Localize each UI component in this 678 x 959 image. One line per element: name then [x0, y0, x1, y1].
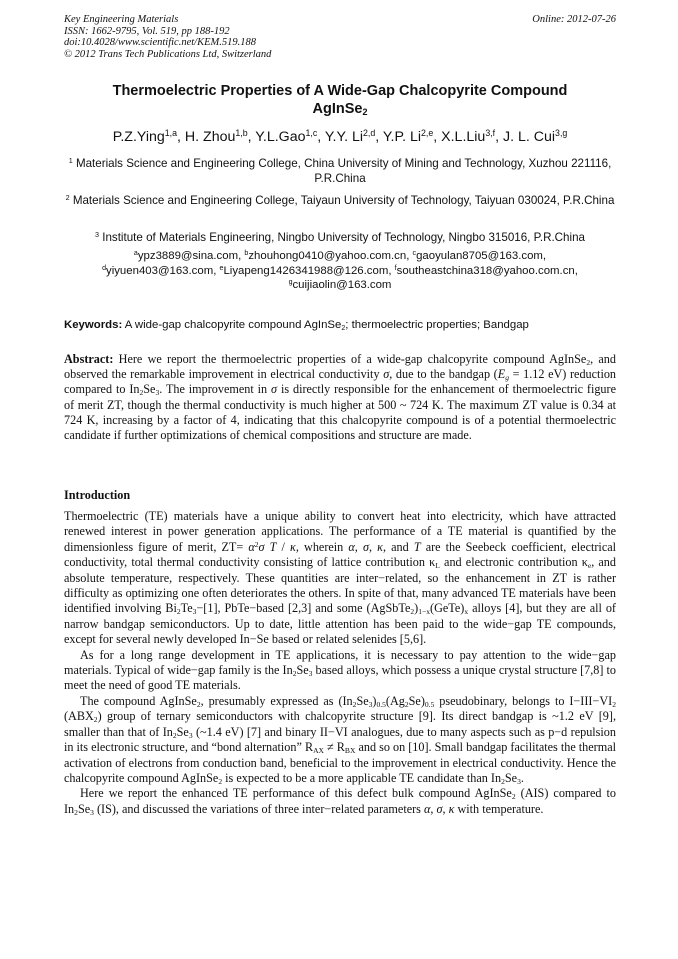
- author-2: H. Zhou$^{1,b}$,: [184, 128, 256, 145]
- author-1: P.Z.Ying$^{1,a}$,: [112, 128, 185, 145]
- email-g[interactable]: $^g$cuijiaolin@163.com: [288, 279, 392, 291]
- email-line-1: $^a$ypz3889@sina.com, $^b$zhouhong0410@yahoo.com.cn, $^c$gaoyulan8705@163.com,: [133, 250, 547, 262]
- affiliation-2: $^2$ Materials Science and Engineering College, Taiyaun University of Technology, Taiyuan 030024, P.R.China: [65, 193, 615, 207]
- abstract: Abstract: Here we report the thermoelectric properties of a wide-gap chalcopyrite compound AgInSe$_2$, and observed the remarkable improvement in electrical conductivity σ, due to the bandgap ($E_g = 1.12$ eV) reduction compared to $In_2Se_3$. The improvement in σ is directly responsible for the enhancement of thermoelectric figure of merit ZT, though the thermal conductivity is much higher at 500 ~ 724 K. The maximum ZT value is 0.34 at 724 K, increasing by a factor of 4, indicating that this chalcopyrite compound is of a potential thermoelectric candidate if further optimizations of chemical compositions and structure are made.: [64, 352, 617, 443]
- email-f[interactable]: $^f$southeastchina318@yahoo.com.cn: [394, 264, 575, 277]
- author-6: X.L.Liu$^{3,f}$,: [441, 128, 503, 145]
- email-c[interactable]: $^c$gaoyulan8705@163.com: [412, 250, 543, 262]
- author-list: [40, 128, 640, 146]
- journal-header: [64, 14, 616, 60]
- intro-paragraph-1: Thermoelectric (TE) materials have a unique ability to convert heat into electricity, which have attracted renewed interest in power generation applications. The performance of a TE material is quantified by the dimensionless figure of merit, $ZT= \alpha^2\sigma$ T / κ, wherein α, σ, κ, and T are the Seebeck coefficient, electrical conductivity, total thermal conductivity consisting of lattice contribution $\kappa_L$ and electronic contribution $\kappa_e$, and absolute temperature, respectively. These quantities are inter−related, so the enhancement in ZT is rather difficulty as optimizing one often deteriorates the others. In spite of that, many advanced TE materials have been identified involving $Bi_2Te_3-[1]$, PbTe−based [2,3] and some $(AgSbTe_2)_{1-x}(GeTe)_x$ alloys [4], but they are all of narrow bandgap semiconductors. Up to date, little attention has been paid to the wide−gap TE compounds, except for several newly developed In−Se based or related selenides [5,6].: [64, 509, 617, 647]
- email-e[interactable]: $^e$Liyapeng1426341988@126.com: [219, 264, 389, 277]
- introduction-body: [64, 509, 616, 817]
- intro-paragraph-4: Here we report the enhanced TE performance of this defect bulk compound AgInSe$_2$ (AIS) compared to $In_2Se_3$ (IS), and discussed the variations of three inter−related parameters α, σ, κ with temperature.: [64, 786, 616, 817]
- author-3: Y.L.Gao$^{1,c}$,: [255, 128, 325, 145]
- intro-paragraph-3: The compound AgInSe$_2$, presumably expressed as $(In_2Se_3)_{0.5}(Ag_2Se)_{0.5}$ pseudobinary, belongs to $I-III-VI_2$ $(ABX_2)$ group of ternary semiconductors with chalcopyrite structure [9]. Its direct bandgap is ~1.2 eV [9], smaller than that of $In_2Se_3$ (~1.4 eV) [7] and binary II−VI analogues, due to many aspects such as p−d repulsion in its electronic structure, and “bond alternation” $R_{AX} \ne R_{BX}$ and so on [10]. Small bandgap facilitates the thermal activation of electrons from conduction band, beneficial to the improvement in electrical conductivity. Hence the chalcopyrite compound AgInSe$_2$ is expected to be a more applicable TE candidate than $In_2Se_3$.: [64, 693, 617, 786]
- journal-name: Key Engineering Materials: [64, 14, 179, 25]
- paper-title: [64, 82, 616, 118]
- email-b[interactable]: $^b$zhouhong0410@yahoo.com.cn: [244, 250, 407, 262]
- affiliation-1: $^1$ Materials Science and Engineering College, China University of Mining and Technology, Xuzhou 221116, P.R.China: [68, 156, 612, 185]
- intro-paragraph-2: As for a long range development in TE applications, it is necessary to pay attention to the wide−gap materials. Typical of wide−gap family is the $In_2Se_3$ based alloys, which possess a unique crystal structure [7,8] to meet the need of good TE materials.: [64, 647, 617, 693]
- affiliation-3: $^3$ Institute of Materials Engineering, Ningbo University of Technology, Ningbo 315016, P.R.China: [95, 230, 585, 244]
- author-4: Y.Y. Li$^{2,d}$,: [324, 128, 383, 145]
- introduction-heading: Introduction: [64, 488, 131, 502]
- abstract-label: Abstract:: [64, 352, 114, 366]
- title-line-2: [64, 100, 616, 118]
- email-a[interactable]: $^a$ypz3889@sina.com: [133, 250, 239, 262]
- copyright-line: © 2012 Trans Tech Publications Ltd, Switzerland: [64, 48, 272, 60]
- title-line-1: Thermoelectric Properties of A Wide-Gap Chalcopyrite Compound: [112, 83, 568, 99]
- email-d[interactable]: $^d$yiyuen403@163.com: [102, 264, 214, 277]
- keywords-label: Keywords:: [64, 319, 123, 331]
- author-7: J. L. Cui$^{3,g}$: [503, 128, 568, 145]
- title-compound-subscript: 2: [362, 107, 368, 118]
- online-date: Online: 2012-07-26: [532, 14, 616, 25]
- email-list: [64, 249, 616, 293]
- issn-line: ISSN: 1662-9795, Vol. 519, pp 188-192: [64, 25, 230, 37]
- doi-line: doi:10.4028/www.scientific.net/KEM.519.188: [64, 37, 256, 48]
- title-compound: AgInSe: [312, 101, 363, 117]
- email-line-3: [64, 278, 616, 293]
- keywords: Keywords: A wide-gap chalcopyrite compound AgInSe$_2$; thermoelectric properties; Bandgap: [64, 319, 529, 332]
- author-5: Y.P. Li$^{2,e}$,: [382, 128, 442, 145]
- email-line-2: $^d$yiyuen403@163.com, $^e$Liyapeng1426341988@126.com, $^f$southeastchina318@yahoo.com.cn,: [102, 264, 578, 277]
